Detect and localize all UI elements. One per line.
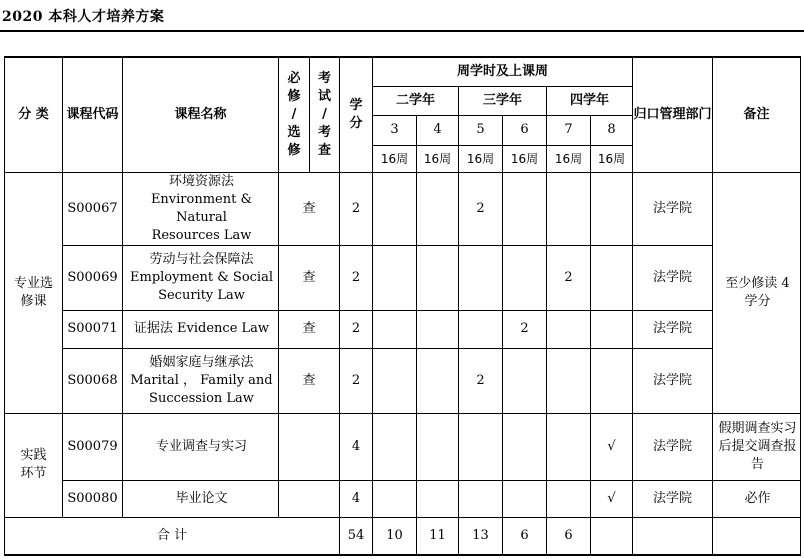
semester-hours <box>503 413 547 480</box>
credits: 2 <box>340 172 373 245</box>
semester-hours <box>547 413 591 480</box>
total-label: 合 计 <box>5 517 340 555</box>
semester-hours <box>547 172 591 245</box>
semester-hours <box>591 245 633 310</box>
header-required-elective: 必 修 / 选 修 <box>279 57 310 172</box>
header-course-code: 课程代码 <box>63 57 123 172</box>
header-category: 分 类 <box>5 57 63 172</box>
course-name <box>123 480 279 517</box>
semester-hours: √ <box>591 480 633 517</box>
table-row <box>5 480 801 517</box>
total-row <box>5 517 801 555</box>
semester-hours <box>503 348 547 413</box>
semester-hours <box>547 348 591 413</box>
department: 法学院 <box>633 413 713 480</box>
exam-type <box>279 413 340 480</box>
course-name-line: 毕业论文 <box>175 490 228 506</box>
credits: 2 <box>340 310 373 348</box>
header-semester-8: 8 <box>591 115 633 145</box>
semester-hours <box>417 172 459 245</box>
course-code: S00068 <box>63 348 123 413</box>
course-name-line: 环境资源法 <box>168 173 234 189</box>
total-credits: 54 <box>340 517 373 555</box>
header-semester-5: 5 <box>459 115 503 145</box>
header-exam-type: 考 试 / 考 查 <box>310 57 340 172</box>
remark-elective: 至少修读 4 学分 <box>713 172 801 413</box>
header-weeks: 16周 <box>591 145 633 172</box>
semester-hours <box>547 480 591 517</box>
header-weekly-hours: 周学时及上课周 <box>373 57 633 86</box>
header-department: 归口管理部门 <box>633 57 713 172</box>
header-semester-6: 6 <box>503 115 547 145</box>
header-weeks: 16周 <box>459 145 503 172</box>
credits: 2 <box>340 245 373 310</box>
table-row <box>5 245 801 310</box>
semester-hours <box>503 480 547 517</box>
department: 法学院 <box>633 310 713 348</box>
header-weeks: 16周 <box>547 145 591 172</box>
semester-hours <box>591 348 633 413</box>
header-weeks: 16周 <box>503 145 547 172</box>
course-name <box>123 245 279 310</box>
course-name-line: Employment & Social <box>130 269 273 285</box>
total-semester-hours: 13 <box>459 517 503 555</box>
semester-hours <box>591 310 633 348</box>
semester-hours <box>373 172 417 245</box>
total-semester-hours: 10 <box>373 517 417 555</box>
semester-hours <box>459 310 503 348</box>
course-name-line: Marital ， Family and <box>130 372 273 388</box>
course-code: S00080 <box>63 480 123 517</box>
semester-hours <box>417 348 459 413</box>
remark: 假期调查实习后提交调查报告 <box>713 413 801 480</box>
semester-hours <box>591 172 633 245</box>
course-name-line: Environment & Natural <box>150 191 253 225</box>
course-name-line: 专业调查与实习 <box>155 438 247 454</box>
semester-hours <box>459 245 503 310</box>
course-name <box>123 310 279 348</box>
course-name-line: 证据法 Evidence Law <box>133 321 270 336</box>
exam-type: 查 <box>279 310 340 348</box>
semester-hours <box>417 480 459 517</box>
exam-type: 查 <box>279 172 340 245</box>
header-weeks: 16周 <box>373 145 417 172</box>
total-semester-hours <box>591 517 633 555</box>
course-code: S00071 <box>63 310 123 348</box>
semester-hours <box>547 310 591 348</box>
exam-type: 查 <box>279 245 340 310</box>
semester-hours <box>373 480 417 517</box>
table-row <box>5 310 801 348</box>
total-semester-hours: 6 <box>503 517 547 555</box>
category-elective: 专业选修课 <box>5 172 63 413</box>
curriculum-table <box>4 56 801 556</box>
semester-hours <box>417 245 459 310</box>
remark: 必作 <box>713 480 801 517</box>
semester-hours <box>373 310 417 348</box>
department: 法学院 <box>633 480 713 517</box>
credits: 2 <box>340 348 373 413</box>
course-name-line: Security Law <box>158 287 245 303</box>
course-code: S00079 <box>63 413 123 480</box>
header-weeks: 16周 <box>417 145 459 172</box>
exam-type <box>279 480 340 517</box>
semester-hours <box>373 245 417 310</box>
semester-hours <box>417 310 459 348</box>
total-semester-hours: 11 <box>417 517 459 555</box>
table-row <box>5 413 801 480</box>
document-header: 2020 本科人才培养方案 <box>2 9 165 25</box>
header-course-name: 课程名称 <box>123 57 279 172</box>
header-credits: 学 分 <box>340 57 373 172</box>
header-remark: 备注 <box>713 57 801 172</box>
course-code: S00069 <box>63 245 123 310</box>
semester-hours: 2 <box>547 245 591 310</box>
semester-hours: 2 <box>503 310 547 348</box>
semester-hours: 2 <box>459 348 503 413</box>
credits: 4 <box>340 480 373 517</box>
credits: 4 <box>340 413 373 480</box>
header-year-3: 三学年 <box>459 86 547 115</box>
semester-hours: √ <box>591 413 633 480</box>
semester-hours <box>373 413 417 480</box>
semester-hours <box>459 413 503 480</box>
department: 法学院 <box>633 172 713 245</box>
header-year-2: 二学年 <box>373 86 459 115</box>
table-row <box>5 348 801 413</box>
header-semester-3: 3 <box>373 115 417 145</box>
course-code: S00067 <box>63 172 123 245</box>
header-year-4: 四学年 <box>547 86 633 115</box>
semester-hours <box>503 172 547 245</box>
header-rule <box>0 30 804 32</box>
category-practice: 实践环节 <box>5 413 63 517</box>
course-name-line: 婚姻家庭与继承法 <box>149 354 254 370</box>
exam-type: 查 <box>279 348 340 413</box>
header-semester-4: 4 <box>417 115 459 145</box>
total-remark <box>713 517 801 555</box>
course-name-line: 劳动与社会保障法 <box>149 251 254 267</box>
semester-hours: 2 <box>459 172 503 245</box>
course-name-line: Resources Law <box>151 227 252 243</box>
course-name <box>123 172 279 245</box>
course-name-line: Succession Law <box>149 390 254 406</box>
course-name <box>123 413 279 480</box>
semester-hours <box>503 245 547 310</box>
semester-hours <box>459 480 503 517</box>
total-semester-hours: 6 <box>547 517 591 555</box>
department: 法学院 <box>633 348 713 413</box>
semester-hours <box>417 413 459 480</box>
department: 法学院 <box>633 245 713 310</box>
total-department <box>633 517 713 555</box>
semester-hours <box>373 348 417 413</box>
course-name <box>123 348 279 413</box>
header-semester-7: 7 <box>547 115 591 145</box>
table-row <box>5 172 801 245</box>
